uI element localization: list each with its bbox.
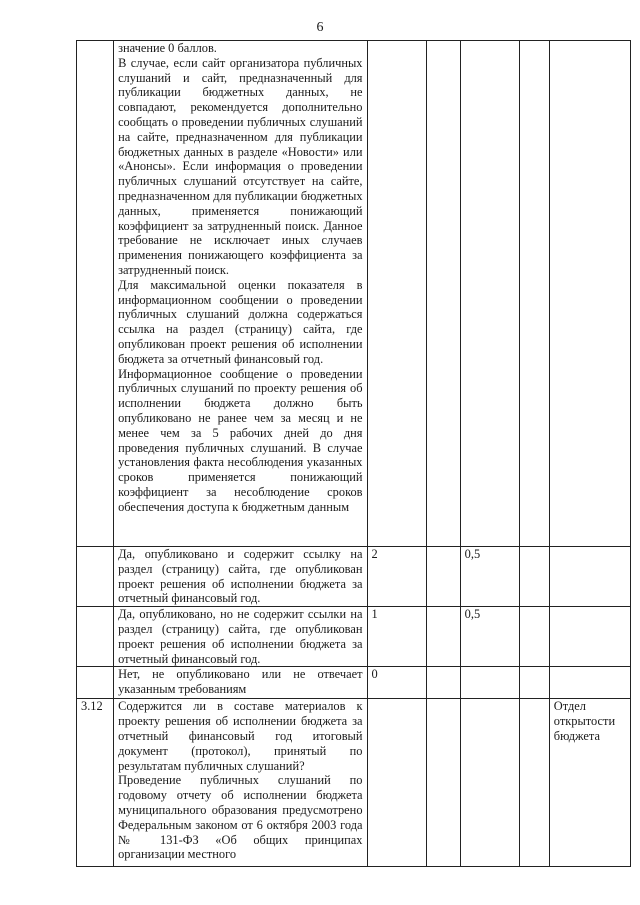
score-cell [367, 41, 426, 547]
table-row [77, 607, 631, 667]
row-number-cell [77, 667, 114, 699]
coefficient-cell: 0,5 [460, 607, 519, 667]
paragraph: значение 0 баллов. [118, 41, 217, 55]
score-cell: 0 [367, 667, 426, 699]
criterion-text-cell [114, 699, 367, 867]
paragraph: Да, опубликовано, но не содержит ссылки на раздел (страницу) сайта, где опубликован проект решения об исполнении бюджета за отчетный финансовый год. [118, 607, 363, 666]
criterion-text-cell [114, 547, 367, 607]
paragraph: Содержится ли в составе материалов к проекту решения об исполнении бюджета за отчетный финансовый год итоговый документ (протокол), принятый по результатам публичных слушаний? [118, 699, 363, 773]
score-cell: 2 [367, 547, 426, 607]
empty-cell [426, 699, 460, 867]
score-cell [367, 699, 426, 867]
row-number-cell [77, 607, 114, 667]
responsible-cell [549, 607, 630, 667]
row-number-cell [77, 41, 114, 547]
table-row [77, 41, 631, 547]
coefficient-cell: 0,5 [460, 547, 519, 607]
criteria-table [76, 40, 631, 867]
empty-cell [519, 667, 549, 699]
paragraph: Да, опубликовано и содержит ссылку на раздел (страницу) сайта, где опубликован проект решения об исполнении бюджета за отчетный финансовый год. [118, 547, 363, 606]
coefficient-cell [460, 667, 519, 699]
score-cell: 1 [367, 607, 426, 667]
criterion-text-cell [114, 607, 367, 667]
empty-cell [519, 547, 549, 607]
row-number-cell [77, 547, 114, 607]
responsible-cell [549, 547, 630, 607]
paragraph: Проведение публичных слушаний по годовому отчету об исполнении бюджета муниципального образования предусмотрено Федеральным законом от 6 октября 2003 года № 131-ФЗ «Об общих принципах организации местного [118, 773, 363, 862]
coefficient-cell [460, 41, 519, 547]
coefficient-cell [460, 699, 519, 867]
empty-cell [519, 699, 549, 867]
empty-cell [426, 547, 460, 607]
empty-cell [426, 41, 460, 547]
page-number: 6 [316, 20, 324, 35]
row-number-cell: 3.12 [77, 699, 114, 867]
criterion-text-cell [114, 667, 367, 699]
paragraph: Информационное сообщение о проведении публичных слушаний по проекту решения об исполнении бюджета должно быть опубликовано не ранее чем за месяц и не менее чем за 5 рабочих дней до дня проведения публичных слушаний. В случае установления факта несоблюдения указанных сроков применяется понижающий коэффициент за несоблюдение сроков обеспечения доступа к бюджетным данным [118, 366, 363, 514]
empty-cell [519, 41, 549, 547]
empty-cell [519, 607, 549, 667]
table-row [77, 547, 631, 607]
responsible-cell [549, 667, 630, 699]
table-row [77, 667, 631, 699]
responsible-cell: Отдел открытости бюджета [549, 699, 630, 867]
paragraph: Нет, не опубликовано или не отвечает указанным требованиям [118, 667, 363, 697]
responsible-cell [549, 41, 630, 547]
empty-cell [426, 667, 460, 699]
paragraph: В случае, если сайт организатора публичных слушаний и сайт, предназначенный для публикации бюджетных данных, не совпадают, рекомендуется дополнительно сообщать о проведении публичных слушаний на сайте, предназначенном для публикации бюджетных данных в разделе «Новости» или «Анонсы». Если информация о проведении публичных слушаний отсутствует на сайте, предназначенном для публикации бюджетных данных, применяется понижающий коэффициент за затрудненный поиск. Данное требование не исключает иных случаев применения понижающего коэффициента за затрудненный поиск. [118, 55, 363, 277]
criterion-text-cell [114, 41, 367, 547]
table-row [77, 699, 631, 867]
paragraph: Для максимальной оценки показателя в информационном сообщении о проведении публичных слушаний должна содержаться ссылка на раздел (страницу) сайта, где опубликован проект решения об исполнении бюджета за отчетный финансовый год. [118, 277, 363, 366]
empty-cell [426, 607, 460, 667]
